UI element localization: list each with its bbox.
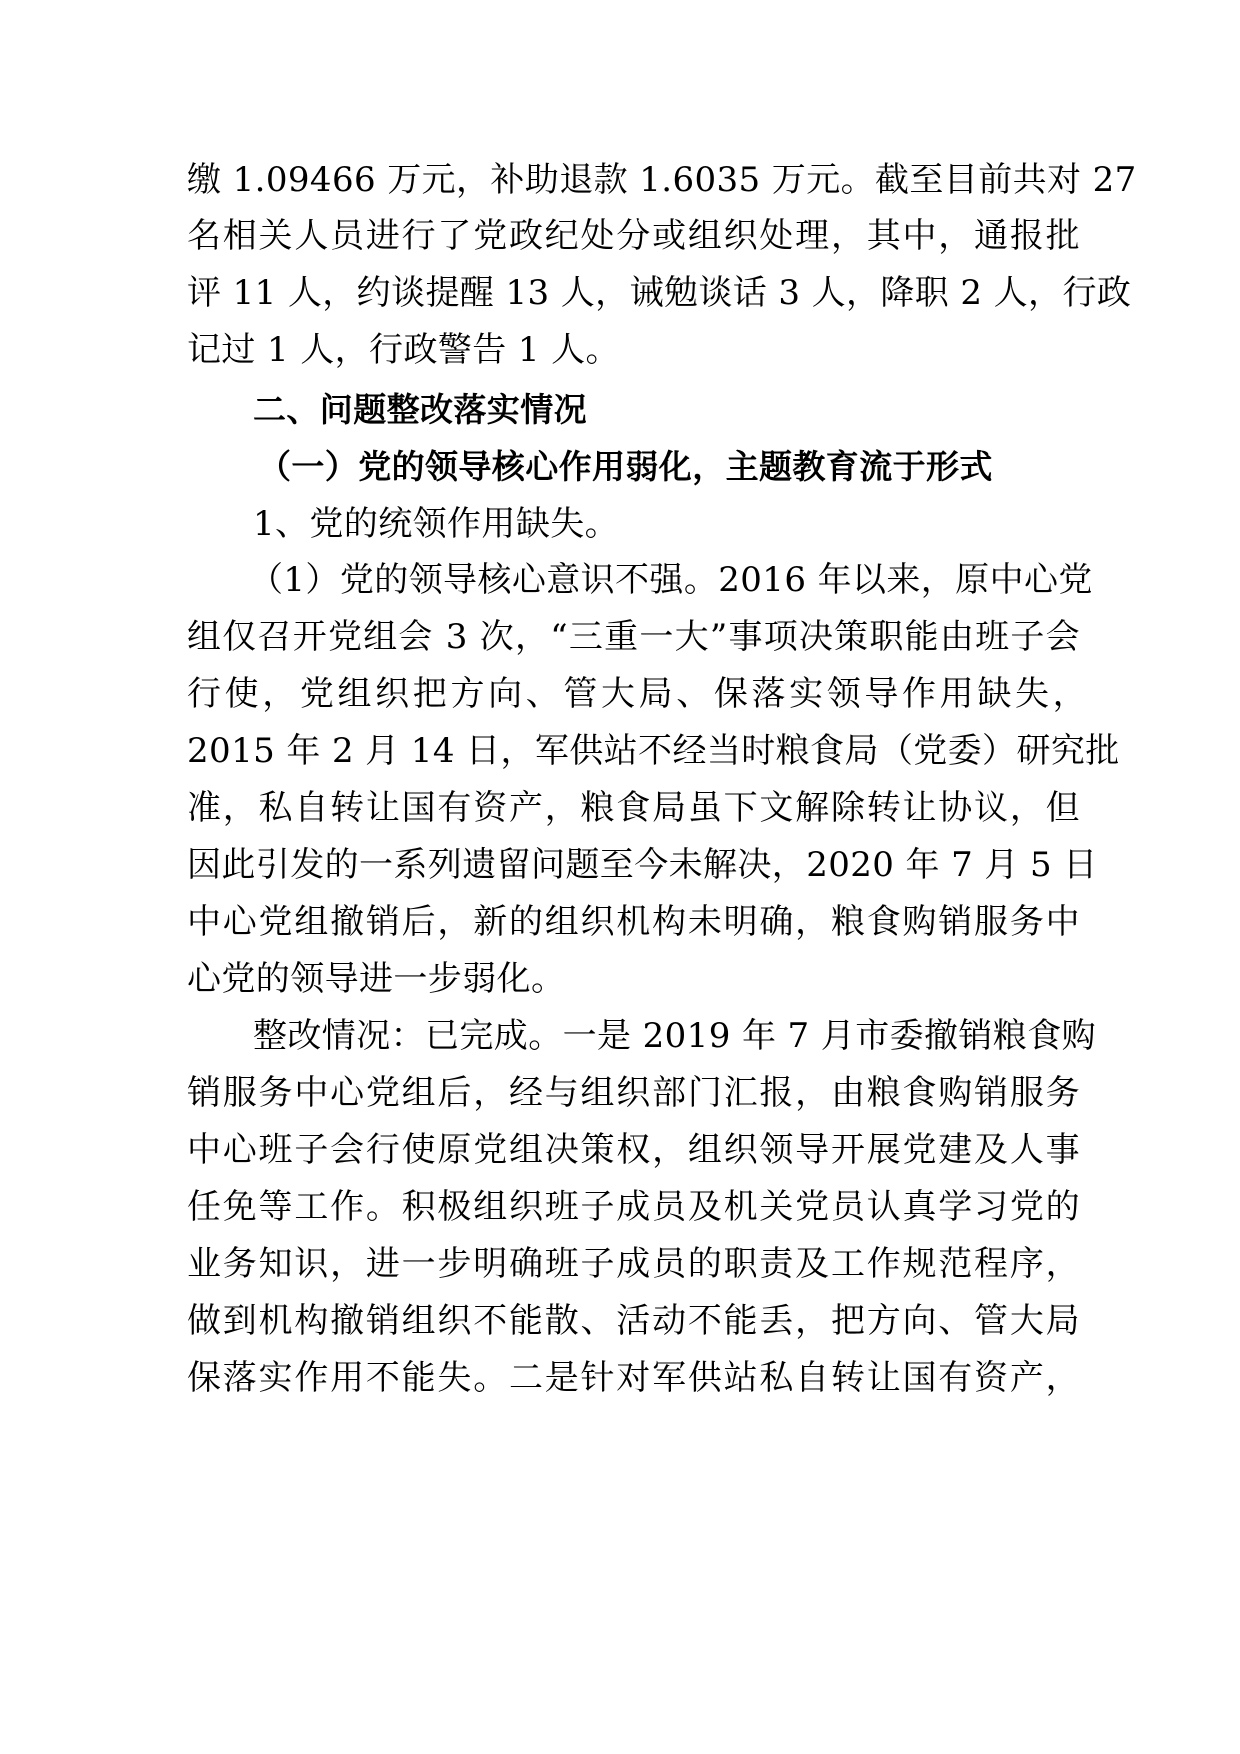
paragraph-line: 因此引发的一系列遗留问题至今未解决，2020 年 7 月 5 日	[187, 845, 1098, 885]
paragraph-line: 2015 年 2 月 14 日，军供站不经当时粮食局（党委）研究批	[187, 731, 1120, 771]
item-heading: 1、党的统领作用缺失。	[253, 504, 620, 544]
section-heading: 二、问题整改落实情况	[253, 390, 587, 429]
paragraph-line: 行使，党组织把方向、管大局、保落实领导作用缺失，	[187, 674, 1087, 714]
paragraph-line: （1）党的领导核心意识不强。2016 年以来，原中心党	[249, 560, 1093, 600]
paragraph-line: 任免等工作。积极组织班子成员及机关党员认真学习党的	[187, 1187, 1080, 1227]
paragraph-line: 中心班子会行使原党组决策权，组织领导开展党建及人事	[187, 1130, 1080, 1170]
paragraph-line: 记过 1 人，行政警告 1 人。	[187, 330, 620, 370]
paragraph-line: 保落实作用不能失。二是针对军供站私自转让国有资产，	[187, 1358, 1080, 1398]
paragraph-line: 中心党组撤销后，新的组织机构未明确，粮食购销服务中	[187, 902, 1080, 942]
paragraph-line: 名相关人员进行了党政纪处分或组织处理，其中，通报批	[187, 216, 1080, 256]
paragraph-line: 做到机构撤销组织不能散、活动不能丢，把方向、管大局	[187, 1301, 1080, 1341]
subsection-heading: （一）党的领导核心作用弱化，主题教育流于形式	[258, 447, 993, 486]
paragraph-line: 评 11 人，约谈提醒 13 人，诫勉谈话 3 人，降职 2 人，行政	[187, 273, 1132, 313]
paragraph-line: 组仅召开党组会 3 次，“三重一大”事项决策职能由班子会	[187, 617, 1080, 657]
paragraph-line: 整改情况：已完成。一是 2019 年 7 月市委撤销粮食购	[253, 1016, 1096, 1056]
paragraph-line: 销服务中心党组后，经与组织部门汇报，由粮食购销服务	[187, 1073, 1080, 1113]
paragraph-line: 心党的领导进一步弱化。	[187, 959, 566, 999]
paragraph-line: 缴 1.09466 万元，补助退款 1.6035 万元。截至目前共对 27	[187, 160, 1137, 200]
paragraph-line: 业务知识，进一步明确班子成员的职责及工作规范程序，	[187, 1244, 1080, 1284]
paragraph-line: 准，私自转让国有资产，粮食局虽下文解除转让协议，但	[187, 788, 1080, 828]
